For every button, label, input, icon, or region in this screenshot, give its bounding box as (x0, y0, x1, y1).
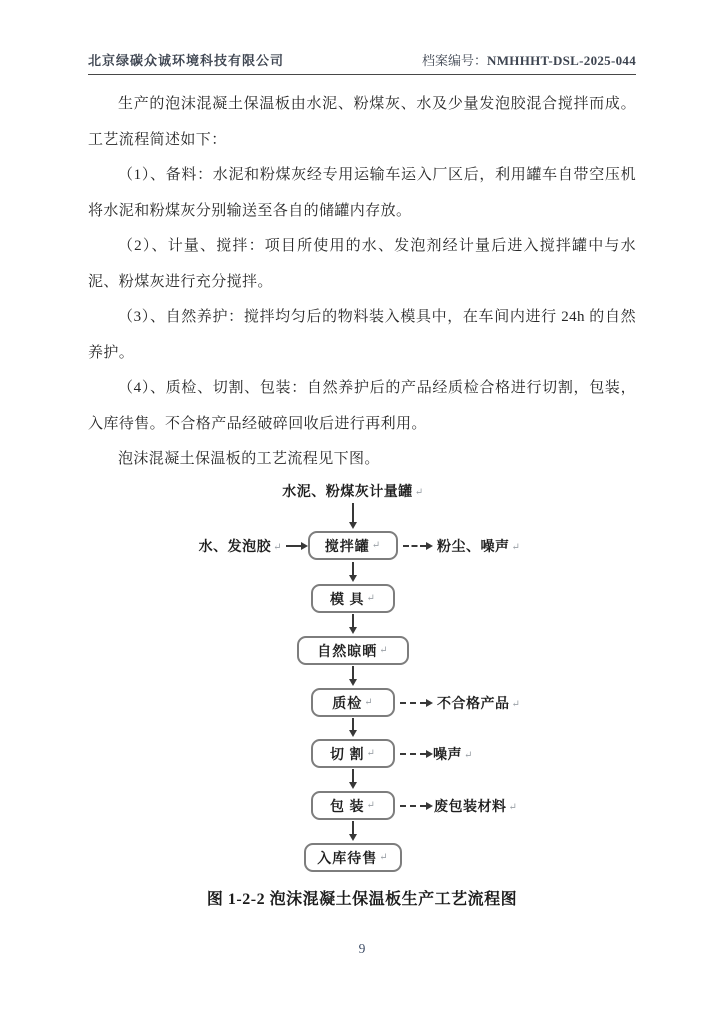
process-flowchart (88, 481, 636, 876)
emission-text: 粉尘、噪声 (437, 540, 510, 555)
line-break-mark: ↵ (371, 540, 382, 551)
emission-text: 废包装材料 (434, 800, 507, 815)
emission-rejects (437, 693, 520, 713)
down-arrow-icon (352, 718, 354, 730)
flow-node-label: 模 具 (330, 592, 365, 608)
down-arrow-icon (352, 614, 354, 627)
figure-caption: 图 1-2-2 泡沫混凝土保温板生产工艺流程图 (206, 891, 518, 908)
emission-dust-noise (437, 536, 520, 556)
flow-node-mixing-tank (308, 531, 398, 560)
flow-node-label: 搅拌罐 (324, 539, 370, 555)
flow-node-label: 自然晾晒 (317, 644, 378, 660)
dashed-right-arrow-icon (400, 805, 426, 807)
archive-number (422, 50, 636, 69)
line-break-mark: ↵ (366, 800, 376, 811)
archive-label: 档案编号： (422, 53, 488, 68)
paragraph-intro: 生产的泡沫混凝土保温板由水泥、粉煤灰、水及少量发泡胶混合搅拌而成。工艺流程简述如下： (88, 96, 636, 148)
flow-node-label: 入库待售 (317, 851, 378, 867)
flow-node-packaging (311, 791, 395, 820)
dashed-right-arrow-icon (400, 753, 426, 755)
emission-waste-packaging (434, 796, 517, 816)
company-name: 北京绿碳众诚环境科技有限公司 (88, 53, 285, 68)
flow-node-mold (311, 584, 395, 613)
line-break-mark: ↵ (379, 645, 389, 656)
flow-node-natural-drying (297, 636, 409, 665)
flow-node-label: 切 割 (330, 747, 365, 763)
flow-source-text: 水泥、粉煤灰计量罐 (282, 485, 413, 500)
line-break-mark: ↵ (366, 748, 376, 759)
flow-node-storage-sale (304, 843, 402, 872)
down-arrow-icon (352, 821, 354, 834)
flow-node-label: 质检 (332, 696, 363, 712)
down-arrow-icon (352, 503, 354, 522)
paragraph-step4: （4）、质检、切割、包装：自然养护后的产品经质检合格进行切割，包装，入库待售。不合格产品经破碎回收后进行再利用。 (88, 380, 636, 432)
right-arrow-icon (286, 545, 301, 547)
down-arrow-icon (352, 562, 354, 575)
emission-noise (433, 744, 473, 764)
line-break-mark: ↵ (464, 750, 473, 761)
paragraph-step3: （3）、自然养护：搅拌均匀后的物料装入模具中，在车间内进行 24h 的自然养护。 (88, 309, 636, 361)
flow-node-label: 包 装 (330, 799, 365, 815)
line-break-mark: ↵ (366, 593, 376, 604)
archive-number-value: NMHHHT-DSL-2025-044 (487, 53, 636, 68)
line-break-mark: ↵ (511, 542, 521, 553)
down-arrow-icon (352, 769, 354, 782)
line-break-mark: ↵ (379, 852, 389, 863)
body-text (88, 87, 636, 478)
flow-source-label (253, 481, 453, 501)
line-break-mark: ↵ (273, 542, 282, 553)
emission-text: 不合格产品 (437, 697, 510, 712)
line-break-mark: ↵ (364, 697, 374, 708)
paragraph-outro: 泡沫混凝土保温板的工艺流程见下图。 (118, 451, 380, 467)
flow-input-text: 水、发泡胶 (198, 540, 272, 555)
flow-node-quality-check (311, 688, 395, 717)
page-header (88, 50, 636, 75)
flow-input-label (196, 536, 282, 556)
line-break-mark: ↵ (508, 802, 518, 813)
dashed-right-arrow-icon (400, 702, 426, 704)
dashed-right-arrow-icon (403, 545, 426, 547)
paragraph-step1: （1）、备料：水泥和粉煤灰经专用运输车运入厂区后，利用罐车自带空压机将水泥和粉煤灰分别输送至各自的储罐内存放。 (88, 167, 636, 219)
emission-text: 噪声 (433, 748, 462, 763)
flow-node-cutting (311, 739, 395, 768)
line-break-mark: ↵ (511, 699, 521, 710)
paragraph-step2: （2）、计量、搅拌：项目所使用的水、发泡剂经计量后进入搅拌罐中与水泥、粉煤灰进行充分搅拌。 (88, 238, 636, 290)
line-break-mark: ↵ (414, 487, 424, 498)
page-number: 9 (358, 941, 366, 956)
down-arrow-icon (352, 666, 354, 679)
